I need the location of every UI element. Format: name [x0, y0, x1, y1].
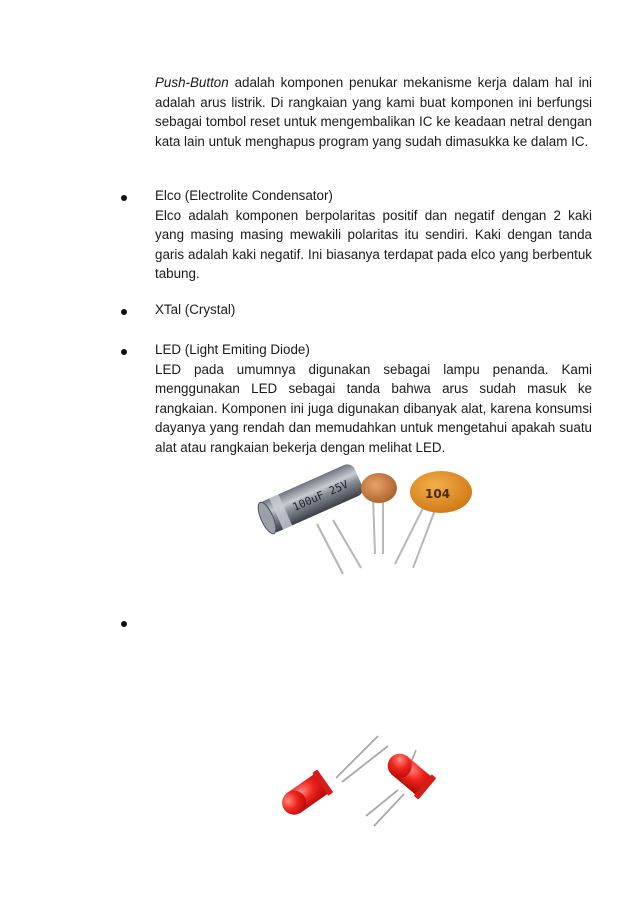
push-button-paragraph	[155, 73, 592, 151]
elco-marking: 100uF 25V	[290, 477, 351, 514]
kapasitor-keramik-description: LED pada umumnya digunakan sebagai lampu penanda. Kami menggunakan LED sebagai tanda bahwa arus sudah masuk ke rangkaian. Komponen ini juga digunakan dibanyak alat, karena konsumsi dayanya yang rendah dan memudahkan untuk mengetahui apakah suatu alat atau rangkaian bekerja dengan melihat LED.	[155, 361, 592, 455]
led-image	[280, 732, 440, 832]
push-button-term: Push-Button	[155, 75, 229, 90]
bullet-icon	[121, 349, 127, 355]
bullet-icon	[121, 309, 127, 315]
elco-description: Elco adalah komponen berpolaritas positif dan negatif dengan 2 kaki yang masing masing mewakili polaritas itu sendiri. Kaki dengan tanda garis adalah kaki negatif. Ini biasanya terdapat pada elco yang berbentuk tabung.	[155, 207, 592, 281]
kapasitor-keramik-heading: LED (Light Emiting Diode)	[155, 342, 310, 357]
ceramic-marking: 104	[425, 487, 451, 501]
elco-heading: Elco (Electrolite Condensator)	[155, 188, 333, 203]
capacitor-image	[255, 462, 485, 580]
bullet-icon	[121, 195, 127, 201]
push-button-description: adalah komponen penukar mekanisme kerja dalam hal ini adalah arus listrik. Di rangkaian yang kami buat komponen ini berfungsi sebagai tombol reset untuk mengembalikan IC ke keadaan netral dengan kata lain untuk menghapus program yang sudah dimasukka ke dalam IC.	[155, 75, 592, 149]
bullet-icon	[121, 621, 127, 627]
xtal-heading: XTal (Crystal)	[155, 302, 236, 317]
